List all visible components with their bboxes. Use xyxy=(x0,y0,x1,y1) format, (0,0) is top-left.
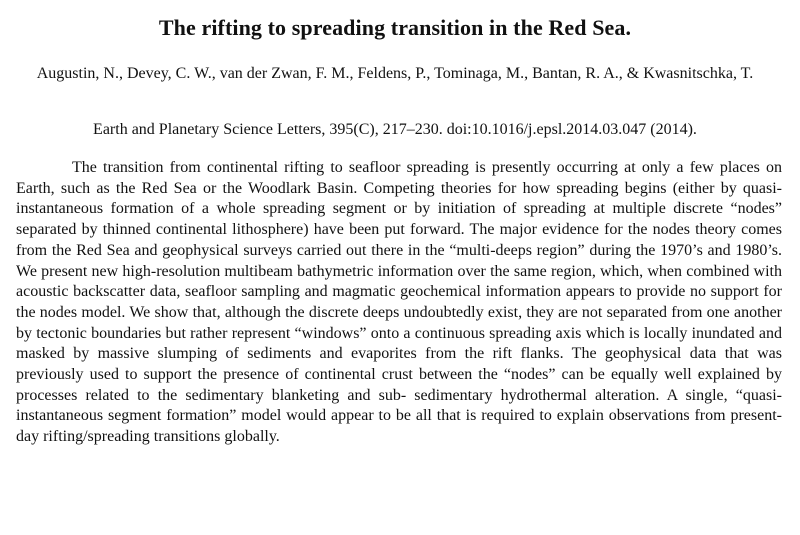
paper-title: The rifting to spreading transition in the Red Sea. xyxy=(158,15,632,40)
paper-authors: Augustin, N., Devey, C. W., van der Zwan, F. M., Feldens, P., Tominaga, M., Bantan, R. A., & Kwasnitschka, T. xyxy=(36,65,754,82)
paper-citation: Earth and Planetary Science Letters, 395(C), 217–230. doi:10.1016/j.epsl.2014.03.047 (2014). xyxy=(93,121,697,138)
paper-abstract: The transition from continental rifting to seafloor spreading is presently occurring at only a few places on Earth, such as the Red Sea or the Woodlark Basin. Competing theories for how spreading begins (either by quasi-instantaneous formation of a whole spreading segment or by initiation of spreading at multiple discrete “nodes” separated by thinned continental lithosphere) have been put forward. The major evidence for the nodes theory comes from the Red Sea and geophysical surveys carried out there in the “multi-deeps region” during the 1970’s and 1980’s. We present new high-resolution multibeam bathymetric information over the same region, which, when combined with acoustic backscatter data, seafloor sampling and magmatic geochemical information appears to provide no support for the nodes model. We show that, although the discrete deeps undoubtedly exist, they are not separated from one another by tectonic boundaries but rather represent “windows” onto a continuous spreading axis which is locally inundated and masked by massive slumping of sediments and evaporites from the rift flanks. The geophysical data that was previously used to support the presence of continental crust between the “nodes” can be equally well explained by processes related to the sedimentary blanketing and sub- sedimentary hydrothermal alteration. A single, “quasi-instantaneous segment formation” model would appear to be all that is required to explain observations from present-day rifting/spreading transitions globally. xyxy=(16,159,782,446)
